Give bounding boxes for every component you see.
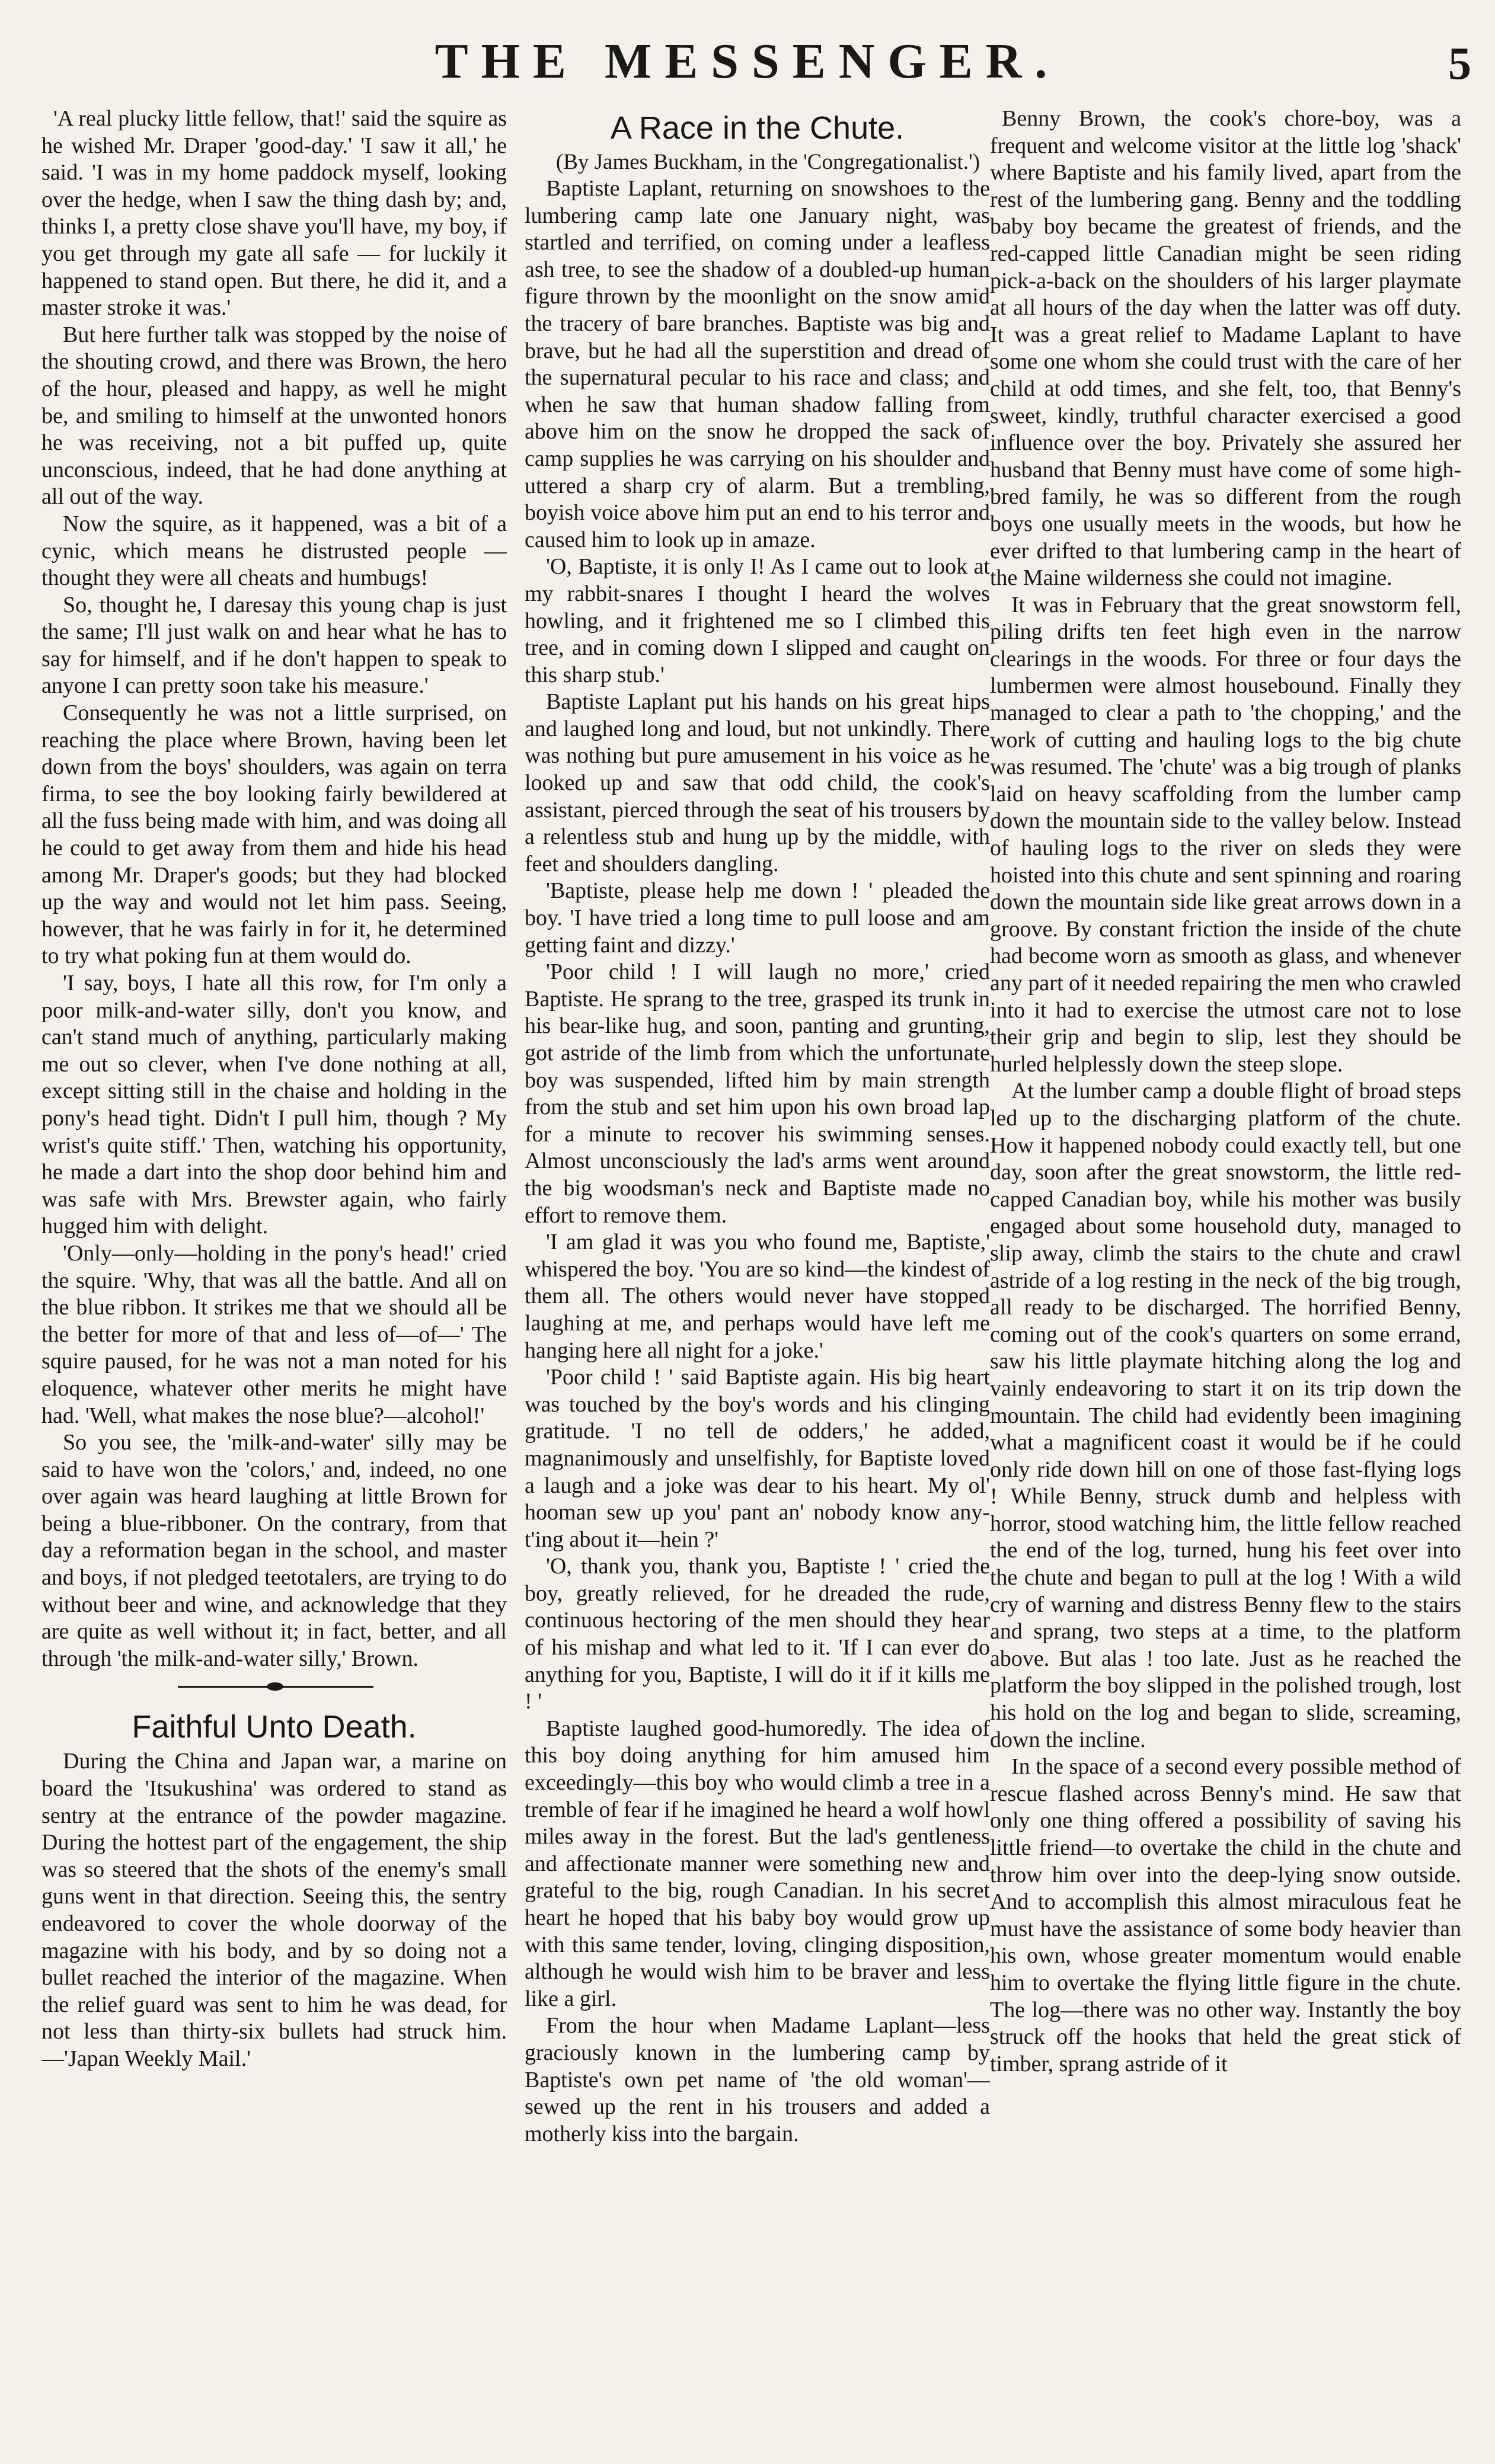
story-title-race-in-the-chute: A Race in the Chute.	[610, 110, 905, 146]
article-paragraph: 'A real plucky little fellow, that!' said the squire as he wished Mr. Draper 'good-day.' 'I saw it all,' he said. 'I was in my home paddock myself, looking over the hedge, when I saw the thing dash by; and, thinks I, a pretty close shave you'll have, my boy, if you get through my gate all safe — for luckily it happened to stand open. But there, he did it, and a master stroke it was.'	[41, 106, 507, 321]
article-paragraph: It was in February that the great snowstorm fell, piling drifts ten feet high even in the narrow clearings in the woods. For three or four days the lumbermen were almost housebound. Finally they managed to clear a path to 'the chopping,' and the work of cutting and hauling logs to the big chute was resumed. The 'chute' was a big trough of planks laid on heavy scaffolding from the lumber camp down the mountain side to the valley below. Instead of hauling logs to the river on sleds they were hoisted into this chute and sent spinning and roaring down the mountain side like great arrows down in a groove. By constant friction the inside of the chute had become worn as smooth as glass, and whenever any part of it needed repairing the men who crawled into it had to exercise the utmost care not to lose their grip and begin to slip, lest they should be hurled helplessly down the steep slope.	[990, 592, 1461, 1077]
article-paragraph: In the space of a second every possible method of rescue flashed across Benny's mind. He saw that only one thing offered a possibility of saving his little friend—to overtake the child in the chute and throw him over into the deep-lying snow outside. And to accomplish this almost miraculous feat he must have the assistance of some body heavier than his own, whose greater momentum would enable him to overtake the flying little figure in the chute. The log—there was no other way. Instantly the boy struck off the hooks that held the great stick of timber, sprang astride of it	[990, 1754, 1461, 2076]
article-paragraph: At the lumber camp a double flight of broad steps led up to the discharging platform of the chute. How it happened nobody could exactly tell, but one day, soon after the great snowstorm, the little red-capped Canadian boy, while his mother was busily engaged about some household duty, managed to slip away, climb the stairs to the chute and crawl astride of a log resting in the neck of the big trough, all ready to be discharged. The horrified Benny, coming out of the cook's quarters on some errand, saw his little playmate hitching along the log and vainly endeavoring to start it on its trip down the mountain. The child had evidently been imagining what a magnificent coast it would be if he could only ride down hill on one of those fast-flying logs ! While Benny, struck dumb and helpless with horror, stood watching him, the little fellow reached the end of the log, turned, hung his feet over into the chute and began to pull at the log ! With a wild cry of warning and distress Benny flew to the stairs and sprang, two steps at a time, to the platform above. But alas ! too late. Just as he reached the platform the boy slipped in the polished trough, lost his hold on the log and began to slide, screaming, down the incline.	[990, 1079, 1461, 1752]
article-paragraph: Baptiste Laplant, returning on snowshoes to the lumbering camp late one January night, was startled and terrified, on coming under a leafless ash tree, to see the shadow of a doubled-up human figure thrown by the moonlight on the snow amid the tracery of bare branches. Baptiste was big and brave, but he had all the superstition and dread of the supernatural pecular to his race and class; and when he saw that human shadow falling from above him on the snow he dropped the sack of camp supplies he was carrying on his shoulder and uttered a sharp cry of alarm. But a trembling, boyish voice above him put an end to his terror and caused him to look up in amaze.	[525, 176, 990, 552]
article-paragraph: But here further talk was stopped by the noise of the shouting crowd, and there was Brown, the hero of the hour, pleased and happy, as well he might be, and smiling to himself at the unwonted honors he was receiving, not a bit puffed up, quite unconscious, indeed, that he had done anything at all out of the way.	[41, 322, 507, 510]
column-3	[990, 105, 1461, 2446]
story-byline: (By James Buckham, in the 'Congregationalist.')	[555, 150, 980, 174]
article-paragraph: Now the squire, as it happened, was a bit of a cynic, which means he distrusted people — thought they were all cheats and humbugs!	[41, 511, 507, 591]
article-paragraph: 'I am glad it was you who found me, Baptiste,' whispered the boy. 'You are so kind—the kindest of them all. The others would never have stopped laughing at me, and perhaps would have left me hanging here all night for a joke.'	[525, 1230, 990, 1363]
divider-ornament	[267, 1682, 283, 1691]
article-paragraph: 'O, thank you, thank you, Baptiste ! ' cried the boy, greatly relieved, for he dreaded the rude, continuous hectoring of the men should they hear of his mishap and what led to it. 'If I can ever do anything for you, Baptiste, I will do it if it kills me ! '	[525, 1554, 990, 1714]
page-number: 5	[1448, 37, 1471, 89]
masthead	[0, 0, 1495, 101]
article-paragraph: Consequently he was not a little surprised, on reaching the place where Brown, having been let down from the boys' shoulders, was again on terra firma, to see the boy looking fairly bewildered at all the fuss being made with him, and was doing all he could to get away from them and hide his head among Mr. Draper's goods; but they had blocked up the way and would not let him pass. Seeing, however, that he was fairly in for it, he determined to try what poking fun at them would do.	[41, 700, 507, 969]
article-paragraph: So you see, the 'milk-and-water' silly may be said to have won the 'colors,' and, indeed, no one over again was heard laughing at little Brown for being a blue-ribboner. On the contrary, from that day a reformation began in the school, and master and boys, if not pledged teetotalers, are trying to do without beer and wine, and acknowledge that they are quite as well without it; in fact, better, and all through 'the milk-and-water silly,' Brown.	[41, 1430, 507, 1671]
article-paragraph: Baptiste laughed good-humoredly. The idea of this boy doing anything for him amused him exceedingly—this boy who would climb a tree in a tremble of fear if he imagined he heard a wolf howl miles away in the forest. But the lad's gentleness and affectionate manner were something new and grateful to the big, rough Canadian. In his secret heart he hoped that his baby boy would grow up with this same tender, loving, clinging disposition, although he would wish him to be braver and less like a girl.	[525, 1716, 990, 2011]
column-2	[525, 105, 990, 2446]
article-paragraph: Benny Brown, the cook's chore-boy, was a frequent and welcome visitor at the little log 'shack' where Baptiste and his family lived, apart from the rest of the lumbering gang. Benny and the toddling baby boy became the greatest of friends, and the red-capped little Canadian might be seen riding pick-a-back on the shoulders of his larger playmate at all hours of the day when the latter was off duty. It was a great relief to Madame Laplant to have some one whom she could trust with the care of her child at odd times, and she felt, too, that Benny's sweet, kindly, truthful character exercised a good influence over the boy. Privately she assured her husband that Benny must have come of some high-bred family, he was so different from the rough boys one usually meets in the woods, but how he ever drifted to that lumbering camp in the heart of the Maine wilderness she could not imagine.	[990, 106, 1461, 591]
article-paragraph: 'Baptiste, please help me down ! ' pleaded the boy. 'I have tried a long time to pull loose and am getting faint and dizzy.'	[525, 878, 990, 958]
article-paragraph: 'Only—only—holding in the pony's head!' cried the squire. 'Why, that was all the battle. And all on the blue ribbon. It strikes me that we should all be the better for more of that and less of—of—' The squire paused, for he was not a man noted for his eloquence, whatever other merits he might have had. 'Well, what makes the nose blue?—alcohol!'	[41, 1240, 507, 1428]
masthead-title: THE MESSENGER.	[435, 34, 1060, 89]
article-paragraph: During the China and Japan war, a marine on board the 'Itsukushina' was ordered to stand as sentry at the entrance of the powder magazine. During the hottest part of the engagement, the ship was so steered that the shots of the enemy's small guns went in that direction. Seeing this, the sentry endeavored to cover the whole doorway of the magazine with his body, and by so doing not a bullet reached the interior of the magazine. When the relief guard was sent to him he was dead, for not less than thirty-six bullets had struck him.—'Japan Weekly Mail.'	[41, 1749, 507, 2071]
column-1	[41, 105, 507, 2446]
section-divider	[41, 1675, 507, 1698]
article-paragraph: 'Poor child ! I will laugh no more,' cried Baptiste. He sprang to the tree, grasped its trunk in his bear-like hug, and soon, panting and grunting, got astride of the limb from which the unfortunate boy was suspended, lifted him by main strength from the stub and set him upon his own broad lap for a minute to recover his swimming senses. Almost unconsciously the lad's arms went around the big woodsman's neck and Baptiste made no effort to remove them.	[525, 959, 990, 1228]
story-title-faithful-unto-death: Faithful Unto Death.	[132, 1709, 417, 1745]
article-paragraph: 'Poor child ! ' said Baptiste again. His big heart was touched by the boy's words and his clinging gratitude. 'I no tell de odders,' he added, magnanimously and unselfishly, for Baptiste loved a laugh and a joke was dear to his heart. My ol' hooman sew up you' pant an' nobody know any-t'ing about it—hein ?'	[525, 1365, 990, 1552]
article-paragraph: 'I say, boys, I hate all this row, for I'm only a poor milk-and-water silly, don't you know, and can't stand much of anything, particularly making me out so clever, when I've done nothing at all, except sitting still in the chaise and holding in the pony's head tight. Didn't I pull him, though ? My wrist's quite stiff.' Then, watching his opportunity, he made a dart into the shop door behind him and was safe with Mrs. Brewster again, who fairly hugged him with delight.	[41, 971, 507, 1239]
article-paragraph: Baptiste Laplant put his hands on his great hips and laughed long and loud, but not unkindly. There was nothing but pure amusement in his voice as he looked up and saw that odd child, the cook's assistant, pierced through the seat of his trousers by a relentless stub and hung up by the middle, with feet and shoulders dangling.	[525, 689, 990, 876]
article-paragraph: So, thought he, I daresay this young chap is just the same; I'll just walk on and hear what he has to say for himself, and if he don't happen to speak to anyone I can pretty soon take his measure.'	[41, 592, 507, 699]
article-paragraph: From the hour when Madame Laplant—less graciously known in the lumbering camp by Baptiste's own pet name of 'the old woman'—sewed up the rent in his trousers and added a motherly kiss into the bargain.	[525, 2013, 990, 2146]
article-paragraph: 'O, Baptiste, it is only I! As I came out to look at my rabbit-snares I thought I heard the wolves howling, and it frightened me so I climbed this tree, and in coming down I slipped and caught on this sharp stub.'	[525, 554, 990, 687]
